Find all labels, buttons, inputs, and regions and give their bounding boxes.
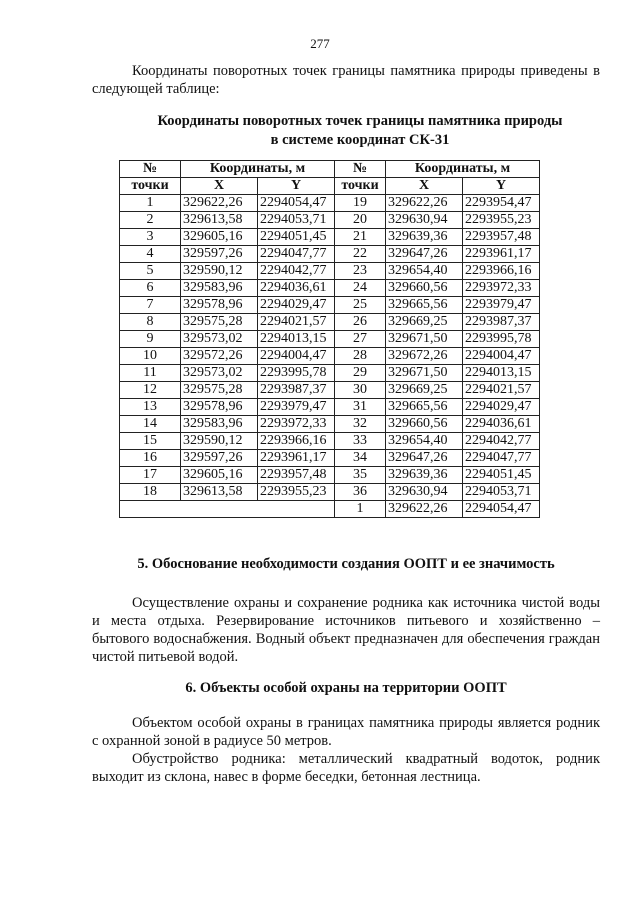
coord-x: 329647,26 bbox=[386, 450, 463, 467]
point-number: 23 bbox=[335, 263, 386, 280]
coord-y: 2293961,17 bbox=[463, 246, 540, 263]
coord-y: 2293979,47 bbox=[463, 297, 540, 314]
coord-x: 329583,96 bbox=[181, 416, 258, 433]
coord-y: 2293961,17 bbox=[258, 450, 335, 467]
coord-x: 329573,02 bbox=[181, 365, 258, 382]
table-row bbox=[120, 467, 540, 484]
coord-x: 329622,26 bbox=[386, 195, 463, 212]
point-number: 21 bbox=[335, 229, 386, 246]
coordinates-table-body bbox=[120, 195, 540, 518]
coord-x: 329622,26 bbox=[386, 501, 463, 518]
coord-x: 329597,26 bbox=[181, 450, 258, 467]
point-number: 28 bbox=[335, 348, 386, 365]
section5-heading: 5. Обоснование необходимости создания ООПТ и ее значимость bbox=[137, 556, 555, 572]
coord-x: 329605,16 bbox=[181, 467, 258, 484]
header-y-left: Y bbox=[258, 178, 335, 195]
coord-y: 2294029,47 bbox=[258, 297, 335, 314]
table-row bbox=[120, 246, 540, 263]
point-number: 13 bbox=[120, 399, 181, 416]
coordinates-table bbox=[119, 160, 540, 518]
coord-y: 2294021,57 bbox=[463, 382, 540, 399]
coord-y: 2294042,77 bbox=[463, 433, 540, 450]
coord-x: 329575,28 bbox=[181, 314, 258, 331]
coord-y: 2294047,77 bbox=[463, 450, 540, 467]
coord-y: 2293995,78 bbox=[258, 365, 335, 382]
coord-y: 2294036,61 bbox=[463, 416, 540, 433]
coord-y: 2294004,47 bbox=[463, 348, 540, 365]
coord-x: 329572,26 bbox=[181, 348, 258, 365]
coord-y: 2293957,48 bbox=[258, 467, 335, 484]
coord-y: 2294053,71 bbox=[463, 484, 540, 501]
point-number: 9 bbox=[120, 331, 181, 348]
coord-y: 2294047,77 bbox=[258, 246, 335, 263]
table-title bbox=[100, 112, 620, 150]
coord-y: 2294004,47 bbox=[258, 348, 335, 365]
coord-x: 329622,26 bbox=[181, 195, 258, 212]
coord-y: 2294053,71 bbox=[258, 212, 335, 229]
point-number: 8 bbox=[120, 314, 181, 331]
point-number: 34 bbox=[335, 450, 386, 467]
header-point-left: точки bbox=[120, 178, 181, 195]
coord-x: 329671,50 bbox=[386, 331, 463, 348]
header-x-right: X bbox=[386, 178, 463, 195]
coord-x: 329669,25 bbox=[386, 314, 463, 331]
table-row bbox=[120, 433, 540, 450]
table-row bbox=[120, 212, 540, 229]
table-row bbox=[120, 314, 540, 331]
table-row bbox=[120, 331, 540, 348]
table-row bbox=[120, 365, 540, 382]
coord-y: 2293955,23 bbox=[463, 212, 540, 229]
intro-paragraph: Координаты поворотных точек границы памятника природы приведены в следующей таблице: bbox=[92, 63, 600, 97]
coord-x: 329578,96 bbox=[181, 297, 258, 314]
coord-y: 2293966,16 bbox=[463, 263, 540, 280]
coord-x: 329639,36 bbox=[386, 467, 463, 484]
coord-x: 329660,56 bbox=[386, 280, 463, 297]
header-no-right: № bbox=[335, 161, 386, 178]
point-number: 35 bbox=[335, 467, 386, 484]
coord-y: 2293979,47 bbox=[258, 399, 335, 416]
section6-paragraph-2: Обустройство родника: металлический квадратный водоток, родник выходит из склона, навес в форме беседки, бетонная лестница. bbox=[92, 751, 600, 785]
header-point-right: точки bbox=[335, 178, 386, 195]
coord-y: 2294013,15 bbox=[258, 331, 335, 348]
coord-x: 329672,26 bbox=[386, 348, 463, 365]
point-number: 6 bbox=[120, 280, 181, 297]
coord-x: 329660,56 bbox=[386, 416, 463, 433]
header-coords-right: Координаты, м bbox=[386, 161, 540, 178]
point-number: 12 bbox=[120, 382, 181, 399]
coord-x: 329665,56 bbox=[386, 297, 463, 314]
header-y-right: Y bbox=[463, 178, 540, 195]
coord-y: 2293972,33 bbox=[258, 416, 335, 433]
coord-x: 329590,12 bbox=[181, 433, 258, 450]
coord-y: 2293987,37 bbox=[258, 382, 335, 399]
table-row bbox=[120, 263, 540, 280]
table-row bbox=[120, 382, 540, 399]
point-number: 33 bbox=[335, 433, 386, 450]
coord-y: 2293954,47 bbox=[463, 195, 540, 212]
coord-x: 329639,36 bbox=[386, 229, 463, 246]
point-number: 17 bbox=[120, 467, 181, 484]
point-number: 2 bbox=[120, 212, 181, 229]
table-title-line2: в системе координат СК-31 bbox=[270, 132, 450, 148]
coord-y: 2294021,57 bbox=[258, 314, 335, 331]
coord-y: 2293955,23 bbox=[258, 484, 335, 501]
point-number: 30 bbox=[335, 382, 386, 399]
point-number: 15 bbox=[120, 433, 181, 450]
coord-x: 329578,96 bbox=[181, 399, 258, 416]
point-number: 25 bbox=[335, 297, 386, 314]
coord-x: 329605,16 bbox=[181, 229, 258, 246]
point-number: 26 bbox=[335, 314, 386, 331]
point-number: 16 bbox=[120, 450, 181, 467]
coord-y: 2293966,16 bbox=[258, 433, 335, 450]
coord-x: 329647,26 bbox=[386, 246, 463, 263]
coord-x: 329573,02 bbox=[181, 331, 258, 348]
point-number: 1 bbox=[120, 195, 181, 212]
point-number: 29 bbox=[335, 365, 386, 382]
table-title-line1: Координаты поворотных точек границы памятника природы bbox=[157, 113, 563, 129]
table-row bbox=[120, 229, 540, 246]
point-number: 20 bbox=[335, 212, 386, 229]
point-number: 5 bbox=[120, 263, 181, 280]
point-number: 1 bbox=[335, 501, 386, 518]
header-no-left: № bbox=[120, 161, 181, 178]
point-number: 4 bbox=[120, 246, 181, 263]
coord-x: 329630,94 bbox=[386, 212, 463, 229]
page-number: 277 bbox=[310, 36, 330, 51]
table-row bbox=[120, 399, 540, 416]
point-number: 7 bbox=[120, 297, 181, 314]
table-row bbox=[120, 484, 540, 501]
section6-paragraph-1: Объектом особой охраны в границах памятника природы является родник с охранной зоной в радиусе 50 метров. bbox=[92, 715, 600, 749]
coord-y: 2294042,77 bbox=[258, 263, 335, 280]
point-number: 31 bbox=[335, 399, 386, 416]
point-number: 3 bbox=[120, 229, 181, 246]
table-row bbox=[120, 297, 540, 314]
table-row bbox=[120, 450, 540, 467]
point-number: 32 bbox=[335, 416, 386, 433]
point-number: 27 bbox=[335, 331, 386, 348]
coord-y: 2293957,48 bbox=[463, 229, 540, 246]
coord-y: 2294054,47 bbox=[258, 195, 335, 212]
table-row bbox=[120, 348, 540, 365]
point-number: 24 bbox=[335, 280, 386, 297]
coord-y: 2293972,33 bbox=[463, 280, 540, 297]
coord-y: 2294029,47 bbox=[463, 399, 540, 416]
table-row bbox=[120, 280, 540, 297]
coord-y: 2294036,61 bbox=[258, 280, 335, 297]
coord-y: 2294013,15 bbox=[463, 365, 540, 382]
coord-x: 329613,58 bbox=[181, 484, 258, 501]
coord-y: 2294054,47 bbox=[463, 501, 540, 518]
coord-y: 2294051,45 bbox=[258, 229, 335, 246]
point-number: 14 bbox=[120, 416, 181, 433]
coord-y: 2293995,78 bbox=[463, 331, 540, 348]
coord-x: 329590,12 bbox=[181, 263, 258, 280]
header-x-left: X bbox=[181, 178, 258, 195]
coord-x: 329654,40 bbox=[386, 263, 463, 280]
table-row bbox=[120, 195, 540, 212]
coord-x: 329665,56 bbox=[386, 399, 463, 416]
coord-x: 329583,96 bbox=[181, 280, 258, 297]
coord-x: 329597,26 bbox=[181, 246, 258, 263]
coord-x: 329654,40 bbox=[386, 433, 463, 450]
table-row bbox=[120, 501, 540, 518]
coord-x: 329630,94 bbox=[386, 484, 463, 501]
coord-x: 329575,28 bbox=[181, 382, 258, 399]
coord-x: 329613,58 bbox=[181, 212, 258, 229]
coord-y: 2293987,37 bbox=[463, 314, 540, 331]
coord-y: 2294051,45 bbox=[463, 467, 540, 484]
empty-cell bbox=[120, 501, 335, 518]
point-number: 22 bbox=[335, 246, 386, 263]
point-number: 11 bbox=[120, 365, 181, 382]
point-number: 19 bbox=[335, 195, 386, 212]
section6-heading: 6. Объекты особой охраны на территории ООПТ bbox=[185, 680, 507, 696]
header-coords-left: Координаты, м bbox=[181, 161, 335, 178]
coord-x: 329671,50 bbox=[386, 365, 463, 382]
coord-x: 329669,25 bbox=[386, 382, 463, 399]
table-row bbox=[120, 416, 540, 433]
point-number: 10 bbox=[120, 348, 181, 365]
section5-paragraph: Осуществление охраны и сохранение родника как источника чистой воды и места отдыха. Резервирование источников питьевого и хозяйственно – бытового водоснабжения. Водный объект предназначен для обеспечения граждан чистой питьевой водой. bbox=[92, 595, 600, 665]
point-number: 18 bbox=[120, 484, 181, 501]
point-number: 36 bbox=[335, 484, 386, 501]
